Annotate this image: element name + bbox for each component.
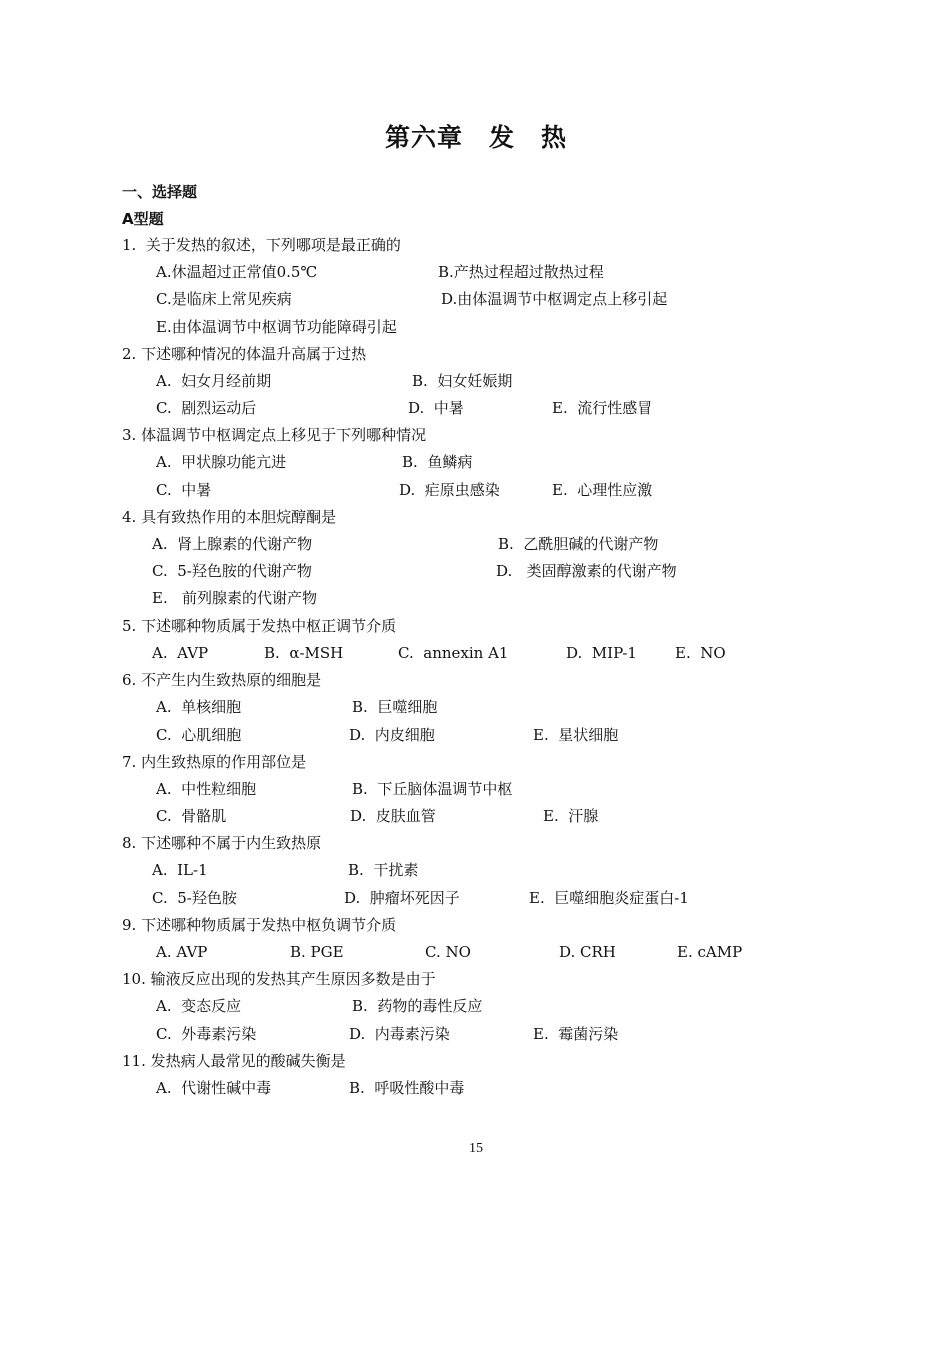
question-3-option-a: A. 甲状腺功能亢进 xyxy=(156,453,287,471)
question-1-stem: 1. 关于发热的叙述，下列哪项是最正确的 xyxy=(122,236,401,254)
question-2-option-d: D. 中暑 xyxy=(408,399,464,417)
question-9-option-c: C. NO xyxy=(425,943,471,961)
question-6-option-c: C. 心肌细胞 xyxy=(156,726,242,744)
question-10-option-d: D. 内毒素污染 xyxy=(349,1025,450,1043)
question-2-option-c: C. 剧烈运动后 xyxy=(156,399,257,417)
question-5-option-e: E. NO xyxy=(675,644,726,662)
question-7-option-b: B. 下丘脑体温调节中枢 xyxy=(352,780,513,798)
question-3-option-c: C. 中暑 xyxy=(156,481,212,499)
page-number: 15 xyxy=(469,1141,483,1156)
question-3-option-e: E. 心理性应激 xyxy=(552,481,653,499)
question-10-option-a: A. 变态反应 xyxy=(156,997,242,1015)
question-9-option-b: B. PGE xyxy=(290,943,344,961)
question-5-option-d: D. MIP-1 xyxy=(566,644,637,662)
question-10-option-b: B. 药物的毒性反应 xyxy=(352,997,483,1015)
question-8-option-a: A. IL-1 xyxy=(152,861,208,879)
question-5-option-c: C. annexin A1 xyxy=(398,644,509,662)
question-6-option-e: E. 星状细胞 xyxy=(533,726,619,744)
question-5-option-a: A. AVP xyxy=(152,644,209,662)
question-6-option-b: B. 巨噬细胞 xyxy=(352,698,438,716)
question-7-option-c: C. 骨骼肌 xyxy=(156,807,227,825)
question-7-stem: 7. 内生致热原的作用部位是 xyxy=(122,753,307,771)
question-9-option-e: E. cAMP xyxy=(677,943,743,961)
question-7-option-e: E. 汗腺 xyxy=(543,807,599,825)
question-6-stem: 6. 不产生内生致热原的细胞是 xyxy=(122,671,322,689)
question-11-stem: 11. 发热病人最常见的酸碱失衡是 xyxy=(122,1052,346,1070)
question-1-option-e: E.由体温调节中枢调节功能障碍引起 xyxy=(156,318,397,336)
section-heading: 一、选择题 xyxy=(122,183,198,201)
question-4-option-e: E. 前列腺素的代谢产物 xyxy=(152,589,318,607)
question-4-option-c: C. 5-羟色胺的代谢产物 xyxy=(152,562,312,580)
question-1-option-c: C.是临床上常见疾病 xyxy=(156,290,292,308)
question-11-option-b: B. 呼吸性酸中毒 xyxy=(349,1079,465,1097)
question-9-option-d: D. CRH xyxy=(559,943,616,961)
question-4-option-d: D. 类固醇激素的代谢产物 xyxy=(496,562,677,580)
question-5-option-b: B. α-MSH xyxy=(264,644,344,662)
question-2-stem: 2. 下述哪种情况的体温升高属于过热 xyxy=(122,345,367,363)
question-1-option-a: A.休温超过正常值0.5℃ xyxy=(156,263,318,281)
question-6-option-d: D. 内皮细胞 xyxy=(349,726,435,744)
question-6-option-a: A. 单核细胞 xyxy=(156,698,242,716)
question-3-option-d: D. 疟原虫感染 xyxy=(399,481,500,499)
question-10-option-e: E. 霉菌污染 xyxy=(533,1025,619,1043)
question-9-stem: 9. 下述哪种物质属于发热中枢负调节介质 xyxy=(122,916,397,934)
question-8-option-e: E. 巨噬细胞炎症蛋白-1 xyxy=(529,889,689,907)
question-4-option-b: B. 乙酰胆碱的代谢产物 xyxy=(498,535,659,553)
question-3-stem: 3. 体温调节中枢调定点上移见于下列哪种情况 xyxy=(122,426,427,444)
question-10-option-c: C. 外毒素污染 xyxy=(156,1025,257,1043)
question-1-option-d: D.由体温调节中枢调定点上移引起 xyxy=(441,290,668,308)
question-7-option-a: A. 中性粒细胞 xyxy=(156,780,257,798)
question-8-option-c: C. 5-羟色胺 xyxy=(152,889,237,907)
question-2-option-a: A. 妇女月经前期 xyxy=(156,372,272,390)
question-8-option-d: D. 肿瘤坏死因子 xyxy=(344,889,460,907)
question-9-option-a: A. AVP xyxy=(156,943,208,961)
question-2-option-e: E. 流行性感冒 xyxy=(552,399,653,417)
question-5-stem: 5. 下述哪种物质属于发热中枢正调节介质 xyxy=(122,617,397,635)
question-8-stem: 8. 下述哪种不属于内生致热原 xyxy=(122,834,322,852)
question-1-option-b: B.产热过程超过散热过程 xyxy=(438,263,604,281)
page-title: 第六章 发 热 xyxy=(384,123,567,152)
question-8-option-b: B. 干扰素 xyxy=(348,861,419,879)
question-11-option-a: A. 代谢性碱中毒 xyxy=(156,1079,272,1097)
question-4-option-a: A. 肾上腺素的代谢产物 xyxy=(152,535,313,553)
question-7-option-d: D. 皮肤血管 xyxy=(350,807,436,825)
question-2-option-b: B. 妇女妊娠期 xyxy=(412,372,513,390)
question-3-option-b: B. 鱼鳞病 xyxy=(402,453,473,471)
question-10-stem: 10. 输液反应出现的发热其产生原因多数是由于 xyxy=(122,970,436,988)
subsection-heading: A型题 xyxy=(122,210,164,228)
question-4-stem: 4. 具有致热作用的本胆烷醇酮是 xyxy=(122,508,337,526)
